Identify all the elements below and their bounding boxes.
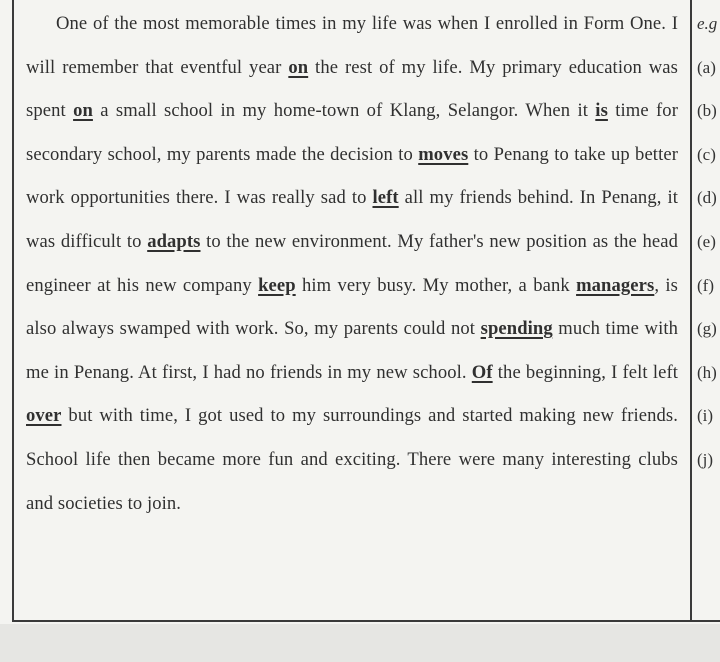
passage-segment: time for secondary school, my parents made the decision to [26,100,678,165]
passage-segment: One of the most memorable times in my life was when I enrolled in Form One. I will remember that eventful year [26,13,678,78]
answer-label-h: (h) [697,362,717,382]
error-word-g: managers [576,274,655,296]
passage-paragraph [26,2,678,525]
passage-segment: the rest of my life. My primary education was spent [26,56,678,122]
answer-label-i: (i) [697,406,714,426]
answer-label-b: (b) [697,101,717,121]
page-bottom-margin [0,624,720,662]
passage-segment: but with time, I got used to my surroundings and started making new friends. School life then became more fun and exciting. There were many interesting clubs and societies to join. [26,405,678,514]
error-word-eg: on [288,56,309,78]
answer-label-j: (j) [697,449,714,469]
error-word-d: left [372,187,399,209]
error-word-e: adapts [147,230,201,252]
passage-segment: much time with me in Penang. At first, I had no friends in my new school. [26,318,679,383]
passage-segment: all my friends behind. In Penang, it was difficult to [26,187,678,252]
error-word-c: moves [418,143,469,165]
error-word-f: keep [258,274,296,296]
answer-column-divider [690,0,692,622]
passage-segment: a small school in my home-town of Klang, Selangor. When it [92,100,596,122]
error-word-h: spending [480,318,553,340]
answer-label-g: (g) [697,319,717,339]
passage-segment: the beginning, I felt left [492,361,679,383]
answer-label-f: (f) [697,275,714,295]
answer-label-c: (c) [697,144,716,164]
passage-segment: , is also always swamped with work. So, my parents could not [26,274,678,340]
passage-text [26,2,678,525]
answer-label-d: (d) [697,188,717,208]
error-word-a: on [73,100,93,122]
passage-segment: him very busy. My mother, a bank [295,274,577,296]
error-word-b: is [595,100,608,122]
passage-segment: to Penang to take up better work opportunities there. I was really sad to [26,143,678,209]
answer-labels [697,2,720,482]
answer-label-a: (a) [697,57,716,77]
answer-label-eg: e.g [697,14,718,33]
answer-label-e: (e) [697,231,716,251]
error-word-j: over [26,405,62,427]
error-word-i: Of [471,361,493,383]
passage-segment: to the new environment. My father's new position as the head engineer at his new company [26,230,678,296]
